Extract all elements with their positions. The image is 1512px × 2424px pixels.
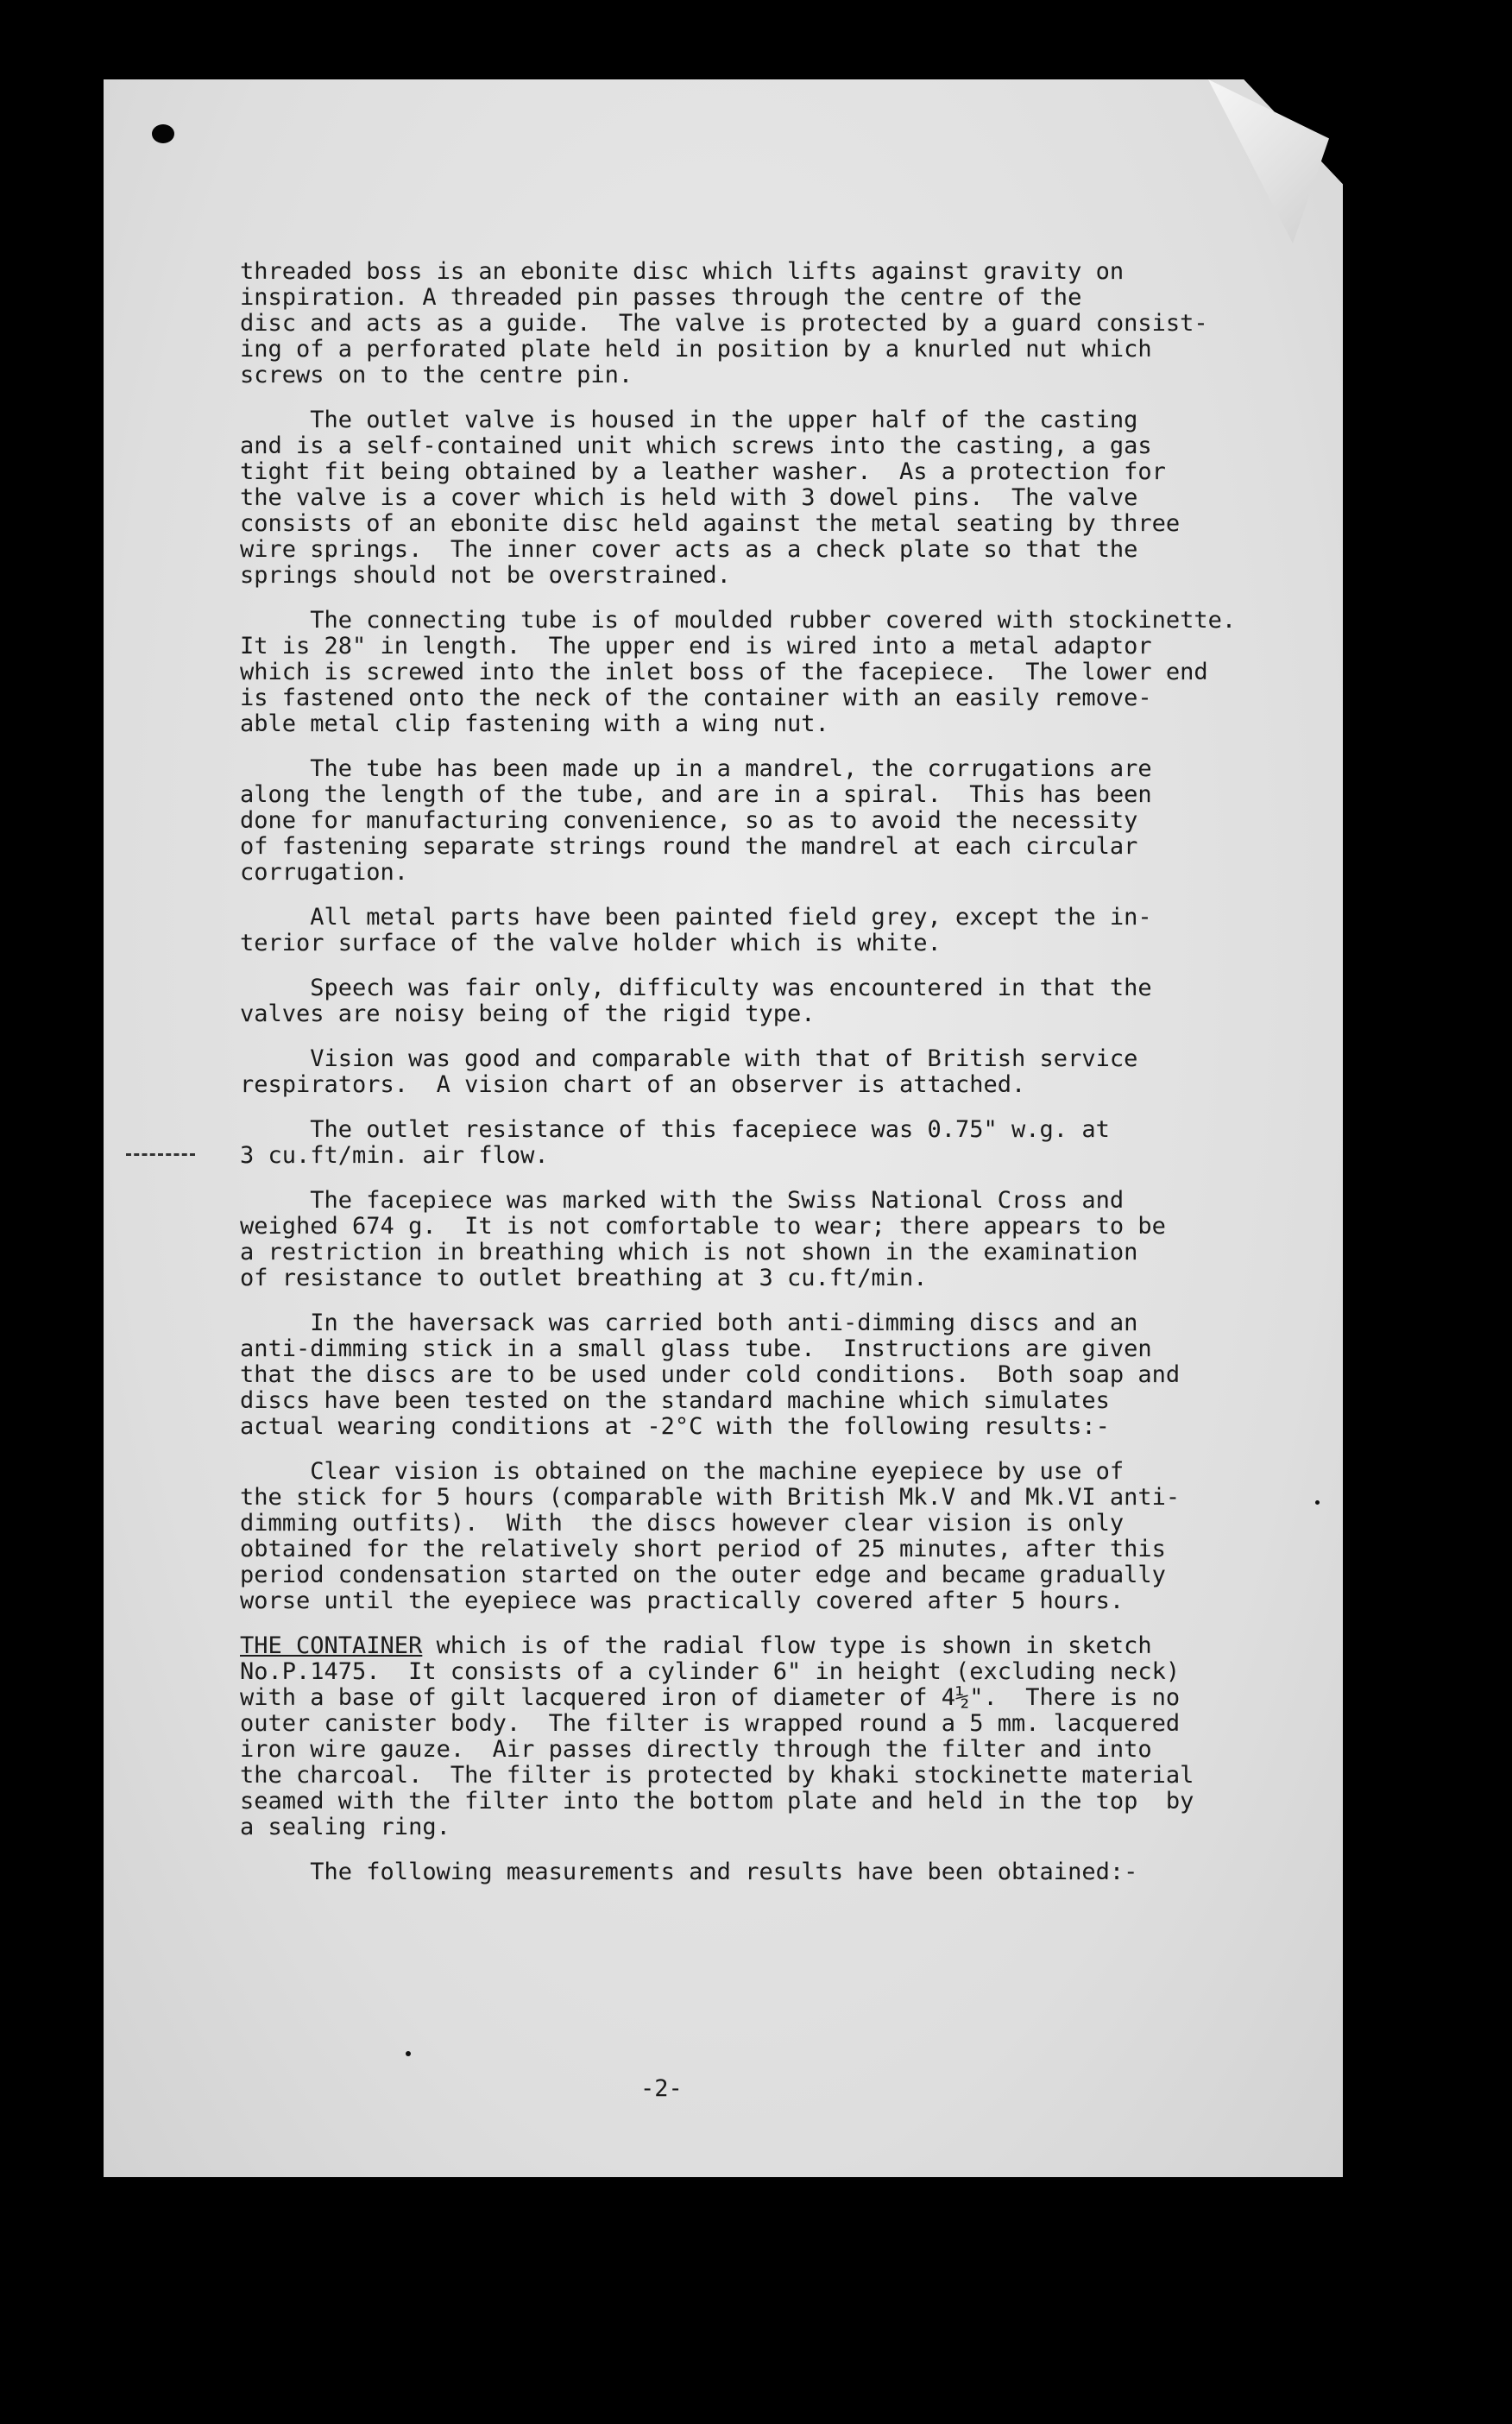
- paragraph-metal-parts: All metal parts have been painted field grey, except the in- terior surface of the valve holder which is white.: [240, 904, 1152, 956]
- paragraph-vision: Vision was good and comparable with that of British service respirators. A vision chart of an observer is attached.: [240, 1045, 1138, 1098]
- paragraph-mandrel: The tube has been made up in a mandrel, the corrugations are along the length of the tube, and are in a spiral. This has been done for manufacturing convenience, so as to avoid the necessity of fastening separate strings round the mandrel at each circular corrugation.: [240, 755, 1152, 886]
- paragraph-container: [240, 1633, 1276, 1840]
- paragraph-facepiece: The facepiece was marked with the Swiss National Cross and weighed 674 g. It is not comfortable to wear; there appears to be a restriction in breathing which is not shown in the examination of resistance to outlet breathing at 3 cu.ft/min.: [240, 1187, 1166, 1291]
- margin-mark: [126, 1153, 195, 1158]
- page-number: -2-: [640, 2075, 683, 2102]
- punch-hole: [152, 124, 174, 143]
- paragraph-outlet-resistance: The outlet resistance of this facepiece was 0.75" w.g. at 3 cu.ft/min. air flow.: [240, 1116, 1110, 1169]
- paragraph-clear-vision: Clear vision is obtained on the machine eyepiece by use of the stick for 5 hours (comparable with British Mk.V and Mk.VI anti- dimming outfits). With the discs however clear vision is only obtained for the relatively short period of 25 minutes, after this period condensation started on the outer edge and became gradually worse until the eyepiece was practically covered after 5 hours.: [240, 1458, 1181, 1614]
- container-description: which is of the radial flow type is shown in sketch No.P.1475. It consists of a cylinder 6" in height (excluding neck) with a base of gilt lacquered iron of diameter of 4½". There is no outer canister body. The filter is wrapped round a 5 mm. lacquered iron wire gauze. Air passes directly through the filter and into the charcoal. The filter is protected by khaki stockinette material seamed with the filter into the bottom plate and held in the top by a sealing ring.: [240, 1632, 1194, 1840]
- paragraph-outlet-valve: The outlet valve is housed in the upper half of the casting and is a self-contained unit which screws into the casting, a gas tight fit being obtained by a leather washer. As a protection for the valve is a cover which is held with 3 dowel pins. The valve consists of an ebonite disc held against the metal seating by three wire springs. The inner cover acts as a check plate so that the springs should not be overstrained.: [240, 407, 1181, 589]
- paragraph-closing: The following measurements and results have been obtained:-: [240, 1859, 1138, 1885]
- paragraph-speech: Speech was fair only, difficulty was encountered in that the valves are noisy being of the rigid type.: [240, 975, 1152, 1027]
- ink-speck: [1315, 1500, 1320, 1505]
- section-heading-container: THE CONTAINER: [240, 1632, 423, 1659]
- paragraph-inlet-valve: threaded boss is an ebonite disc which lifts against gravity on inspiration. A threaded pin passes through the centre of the disc and acts as a guide. The valve is protected by a guard consist- ing of a perforated plate held in position by a knurled nut which screws on to the centre pin.: [240, 258, 1208, 388]
- document-body: [240, 259, 1276, 1904]
- ink-speck: [406, 2051, 411, 2056]
- paragraph-anti-dimming: In the haversack was carried both anti-dimming discs and an anti-dimming stick in a small glass tube. Instructions are given that the discs are to be used under cold conditions. Both soap and discs have been tested on the standard machine which simulates actual wearing conditions at -2°C with the following results:-: [240, 1310, 1181, 1440]
- paragraph-connecting-tube: The connecting tube is of moulded rubber covered with stockinette. It is 28" in length. The upper end is wired into a metal adaptor which is screwed into the inlet boss of the facepiece. The lower end is fastened onto the neck of the container with an easily remove- able metal clip fastening with a wing nut.: [240, 607, 1237, 737]
